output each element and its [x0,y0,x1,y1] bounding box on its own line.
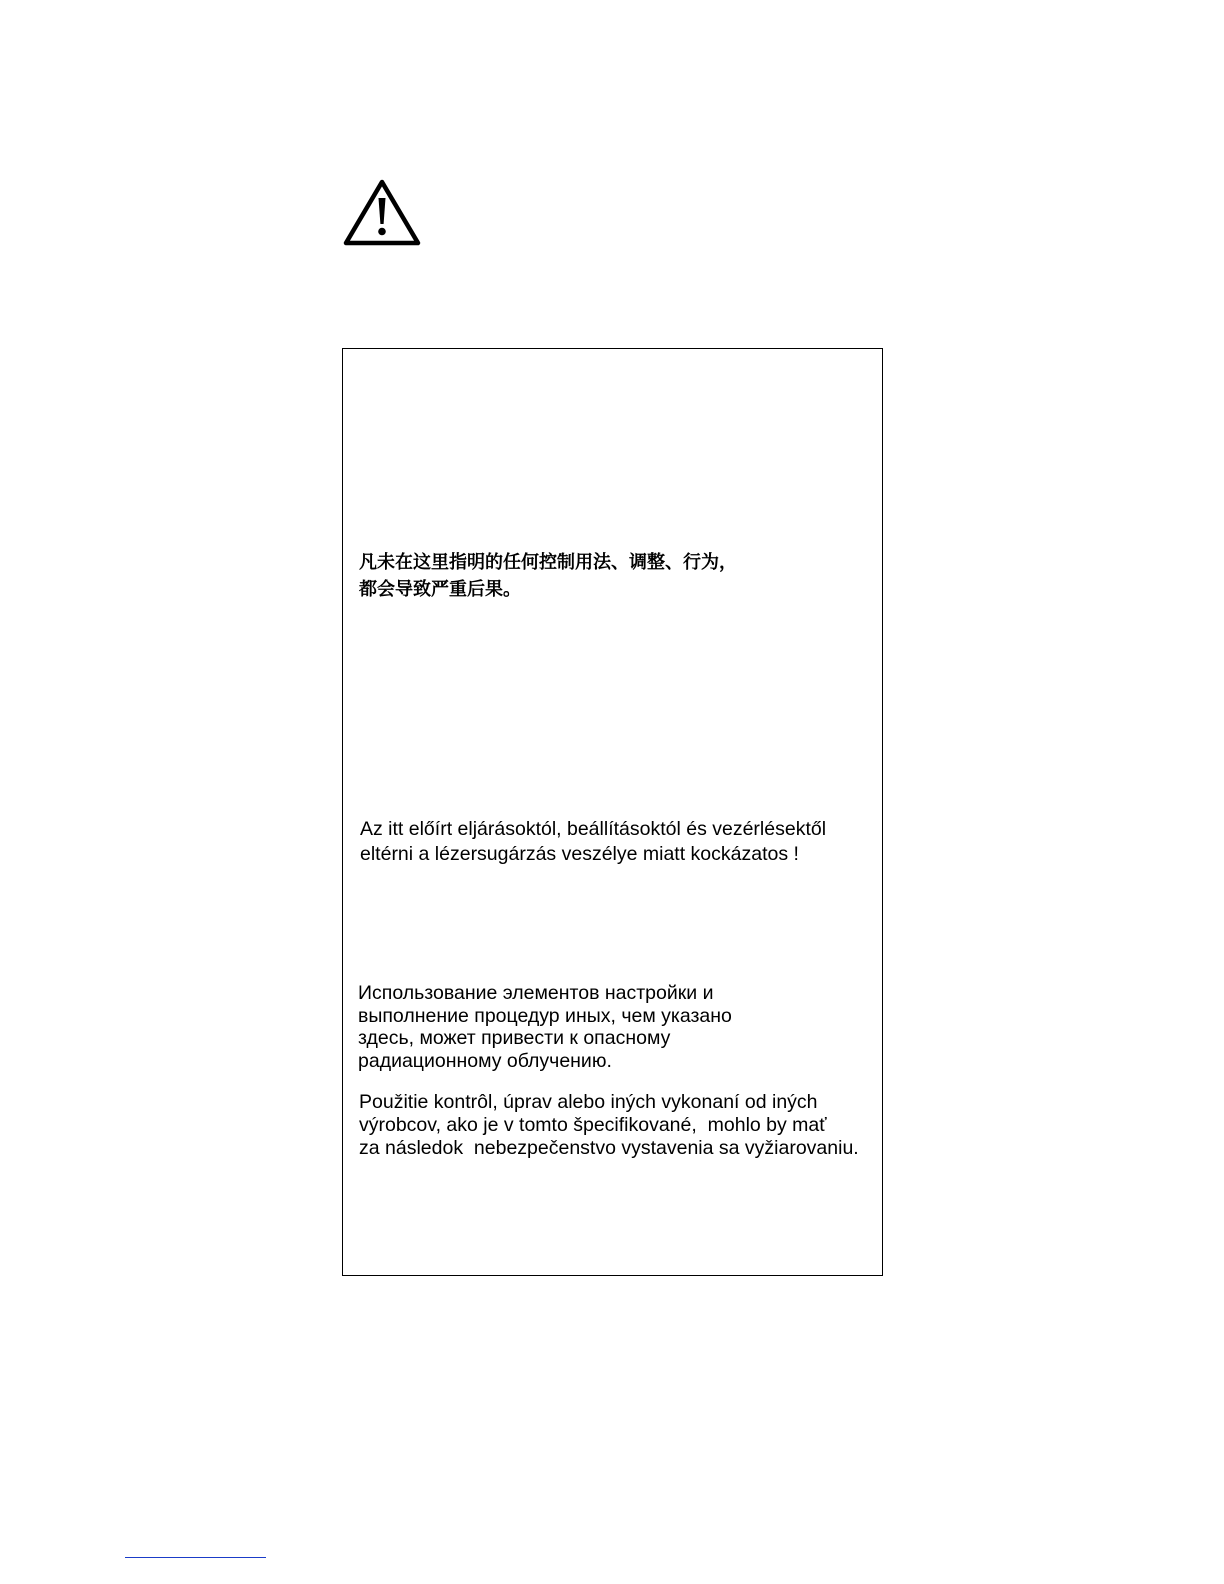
laser-notice-box [342,348,883,1276]
notice-slovak: Použitie kontrôl, úprav alebo iných vykonaní od iných výrobcov, ako je v tomto špecifikované, mohlo by mať za následok nebezpečenstvo vystavenia sa vyžiarovaniu. [359,1091,859,1159]
warning-triangle-icon [343,178,421,248]
notice-chinese: 凡未在这里指明的任何控制用法、调整、行为， 都会导致严重后果。 [359,552,737,600]
notice-russian: Использование элементов настройки и выполнение процедур иных, чем указано здесь, может привести к опасному радиационному облучению. [358,982,732,1072]
footnote-separator [125,1557,266,1558]
notice-hungarian: Az itt előírt eljárásoktól, beállításoktól és vezérlésektől eltérni a lézersugárzás veszélye miatt kockázatos ! [360,818,827,865]
